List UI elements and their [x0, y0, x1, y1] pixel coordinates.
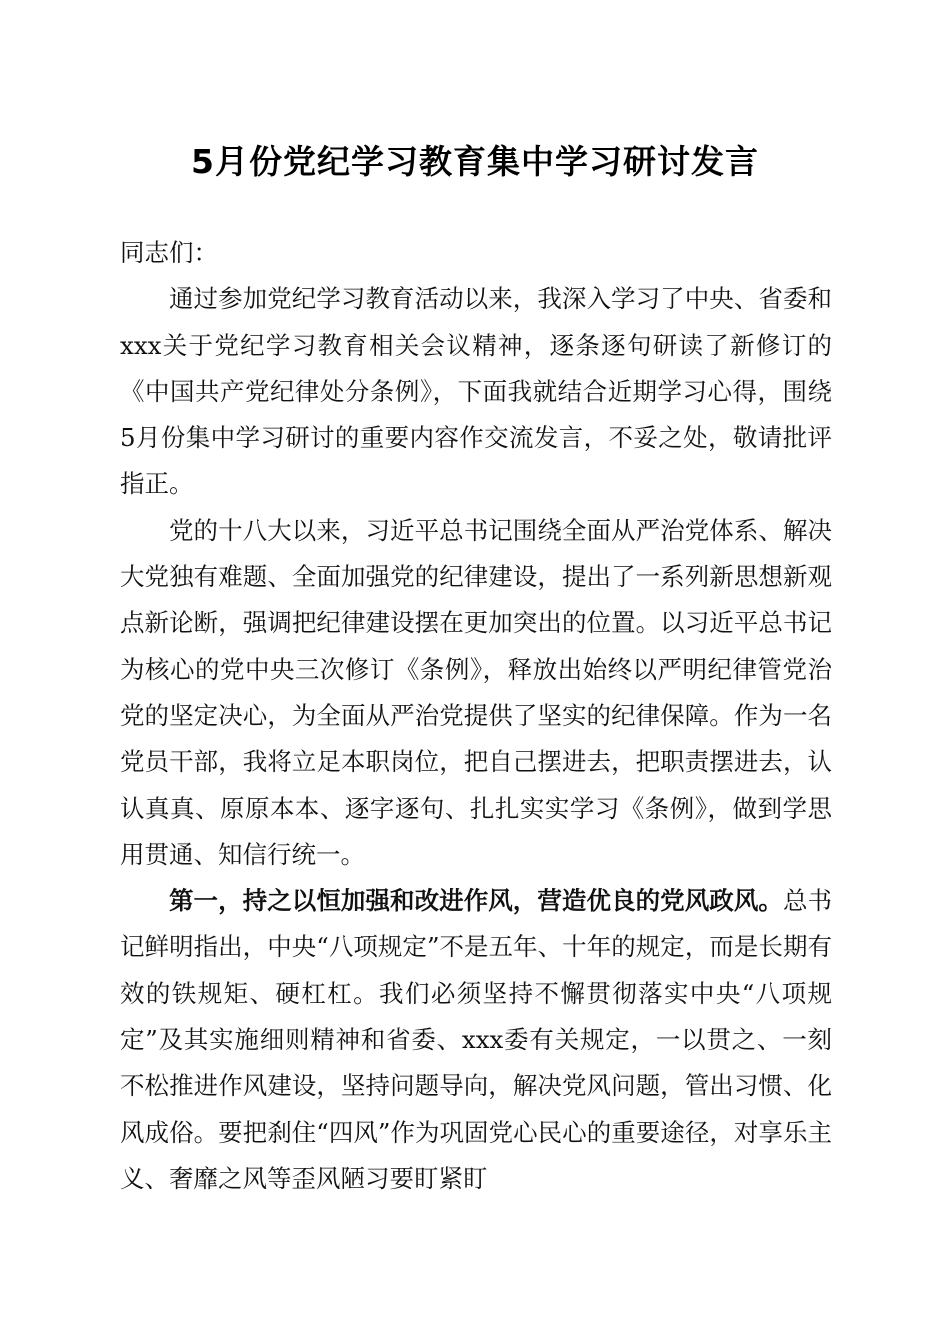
salutation: 同志们： — [120, 238, 218, 267]
paragraph-text: 党的十八大以来，习近平总书记围绕全面从严治党体系、解决大党独有难题、全面加强党的纪律建设，提出了一系列新思想新观点新论断，强调把纪律建设摆在更加突出的位置。以习近平总书记为核心的党中央三次修订《条例》，释放出始终以严明纪律管党治党的坚定决心，为全面从严治党提供了坚实的纪律保障。作为一名党员干部，我将立足本职岗位，把自己摆进去，把职责摆进去，认认真真、原原本本、逐字逐句、扎扎实实学习《条例》，做到学思用贯通、知信行统一。 — [120, 515, 832, 869]
document-title: 5月份党纪学习教育集中学习研讨发言 — [191, 142, 759, 181]
paragraph-intro — [120, 276, 832, 507]
paragraph-lead-heading: 第一，持之以恒加强和改进作风，营造优良的党风政风。 — [169, 886, 783, 916]
paragraph-first-point — [120, 878, 832, 1202]
paragraph-text: 通过参加党纪学习教育活动以来，我深入学习了中央、省委和xxx关于党纪学习教育相关会议精神，逐条逐句研读了新修订的《中国共产党纪律处分条例》，下面我就结合近期学习心得，围绕5月份集中学习研讨的重要内容作交流发言，不妥之处，敬请批评指正。 — [120, 284, 832, 499]
document-body — [120, 230, 832, 1202]
paragraph-background — [120, 508, 832, 878]
paragraph-text: 总书记鲜明指出，中央“八项规定”不是五年、十年的规定，而是长期有效的铁规矩、硬杠杠。我们必须坚持不懈贯彻落实中央“八项规定”及其实施细则精神和省委、xxx委有关规定，一以贯之、一刻不松推进作风建设，坚持问题导向，解决党风问题，管出习惯、化风成俗。要把刹住“四风”作为巩固党心民心的重要途径，对享乐主义、奢靡之风等歪风陋习要盯紧盯 — [120, 886, 833, 1193]
